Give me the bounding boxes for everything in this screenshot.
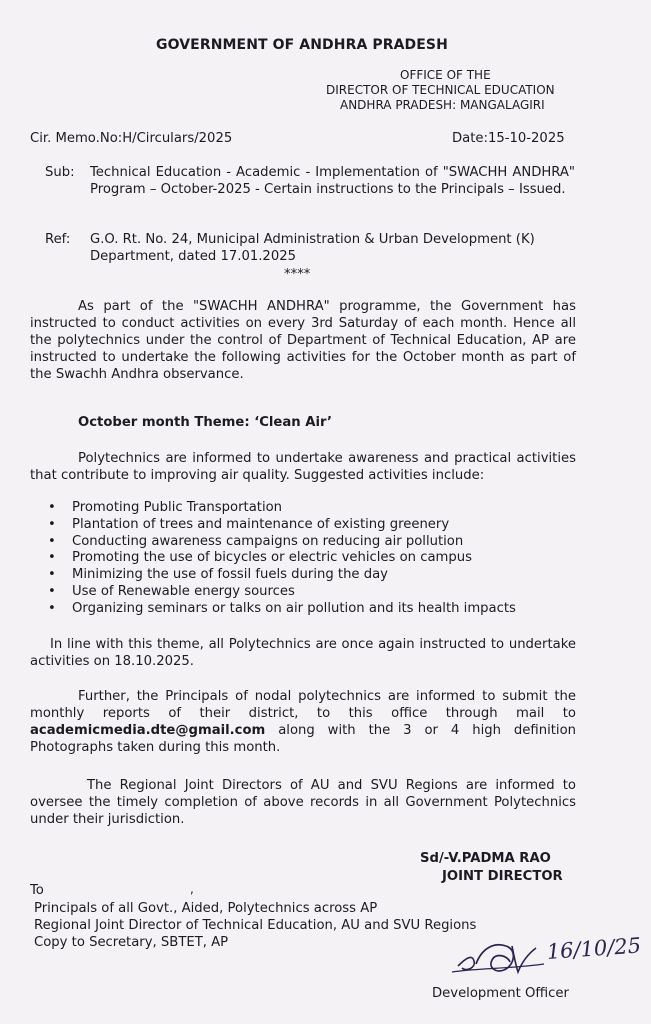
theme-heading: October month Theme: ‘Clean Air’ (78, 415, 333, 430)
separator: **** (284, 267, 311, 282)
paragraph-3: In line with this theme, all Polytechnics are once again instructed to undertake activities on 18.10.2025. (30, 637, 576, 669)
mark-comma: , (190, 882, 194, 896)
reference-label: Ref: (45, 232, 71, 247)
activity-item: • Use of Renewable energy sources (72, 584, 516, 601)
office-line-2: DIRECTOR OF TECHNICAL EDUCATION (326, 83, 555, 97)
paragraph-2: Polytechnics are informed to undertake awareness and practical activities that contribute to improving air quality. Suggested activities include: (30, 451, 576, 483)
memo-number: Cir. Memo.No:H/Circulars/2025 (30, 131, 233, 146)
recipient-line: Copy to Secretary, SBTET, AP (34, 935, 229, 950)
recipient-line: Regional Joint Director of Technical Education, AU and SVU Regions (34, 918, 477, 933)
endorsement-role: Development Officer (432, 986, 569, 1001)
handwritten-signature (448, 928, 548, 984)
reference-text: G.O. Rt. No. 24, Municipal Administration & Urban Development (K) Department, dated 17.01.2025 (90, 232, 535, 264)
activity-item: • Organizing seminars or talks on air pollution and its health impacts (72, 601, 516, 618)
email-address: academicmedia.dte@gmail.com (30, 723, 266, 738)
paragraph-4-lead: Further, the Principals of nodal polytechnics are informed to submit the monthly reports of their district, to this office through mail to (30, 689, 576, 721)
signatory-designation: JOINT DIRECTOR (442, 869, 563, 884)
government-heading: GOVERNMENT OF ANDHRA PRADESH (156, 37, 448, 53)
paragraph-1: As part of the "SWACHH ANDHRA" programme, the Government has instructed to conduct activities on every 3rd Saturday of each month. Hence all the polytechnics under the control of Department of Technical Education, AP are instructed to undertake the following activities for the October month as part of the Swachh Andhra observance. (30, 299, 576, 382)
activity-item: • Promoting Public Transportation (72, 500, 516, 517)
activity-item: • Plantation of trees and maintenance of existing greenery (72, 517, 516, 534)
activities-list (48, 500, 516, 618)
recipients-to: To (30, 883, 44, 898)
subject-label: Sub: (45, 165, 75, 180)
paragraph-5: The Regional Joint Directors of AU and SVU Regions are informed to oversee the timely completion of above records in all Government Polytechnics under their jurisdiction. (30, 778, 576, 827)
activity-item: • Minimizing the use of fossil fuels during the day (72, 567, 516, 584)
handwritten-date: 16/10/25 (546, 933, 642, 964)
activity-item: • Promoting the use of bicycles or electric vehicles on campus (72, 550, 516, 567)
office-line-1: OFFICE OF THE (400, 68, 491, 82)
memo-date: Date:15-10-2025 (452, 131, 565, 146)
signatory-name: Sd/-V.PADMA RAO (420, 851, 551, 866)
office-line-3: ANDHRA PRADESH: MANGALAGIRI (340, 98, 545, 112)
activity-item: • Conducting awareness campaigns on reducing air pollution (72, 534, 516, 551)
paragraph-4-tail: along with the 3 or 4 high definition Photographs taken during this month. (30, 723, 576, 755)
subject-text: Technical Education - Academic - Implementation of "SWACHH ANDHRA" Program – October-2025 - Certain instructions to the Principals – Issued. (90, 165, 575, 197)
paragraph-4 (30, 688, 576, 756)
recipient-line: Principals of all Govt., Aided, Polytechnics across AP (34, 901, 378, 916)
